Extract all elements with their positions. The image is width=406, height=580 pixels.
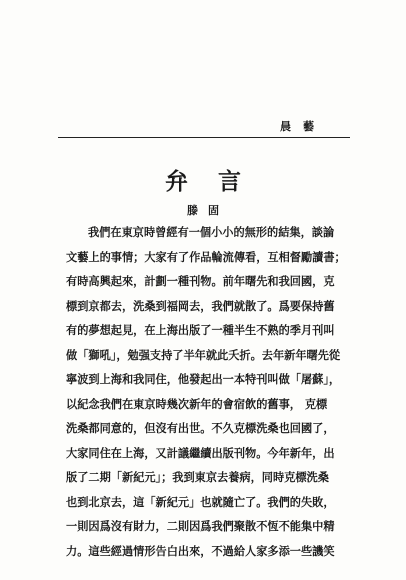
text-line: 標到京都去，洗桑到福岡去，我們就散了。爲要保持舊: [66, 298, 335, 313]
text-line: 洗桑都同意的，但沒有出世。不久克標洗桑也回國了，: [66, 421, 335, 435]
running-head-title: 晨藝: [280, 120, 326, 133]
article-title: 弁言: [165, 168, 271, 195]
header-rule: [58, 137, 350, 138]
text-line: 有的夢想起見，在上海出版了一種半生不熟的季月刊叫: [66, 323, 335, 337]
text-line: 文藝上的事情；大家有了作品輪流傳看，互相督勵讀書；: [66, 249, 346, 264]
text-line: 也到北京去，這「新紀元」也就隨亡了。我們的失敗，: [66, 494, 335, 509]
text-line: 大家同住在上海，又計議繼續出版刊物。今年新年，出: [66, 445, 335, 460]
text-line: 做「獅吼」，勉强支持了半年就此夭折。去年新年曙先從: [66, 347, 341, 362]
text-line: 我們在東京時曾經有一個小小的無形的結集，談論: [88, 225, 335, 239]
text-line: 力。這些經過情形告白出來，不過給人家多添一些譏笑: [66, 543, 335, 558]
text-line: 一則因爲沒有財力，二則因爲我們聚散不恆不能集中精: [66, 519, 335, 533]
article-author: 滕固: [187, 204, 229, 217]
text-line: 寧波到上海和我同住，他發起出一本特刊叫做「屠蘇」，: [66, 372, 341, 386]
article-body: [66, 220, 352, 563]
running-head: [58, 118, 350, 136]
text-line: 版了二期「新紀元」；我到東京去養病，同時克標洗桑: [66, 470, 329, 484]
text-line: 以紀念我們在東京時幾次新年的會宿飲的舊事， 克標: [66, 396, 328, 411]
text-line: 有時高興起來，計劃一種刊物。前年曙先和我回國，克: [66, 274, 335, 288]
